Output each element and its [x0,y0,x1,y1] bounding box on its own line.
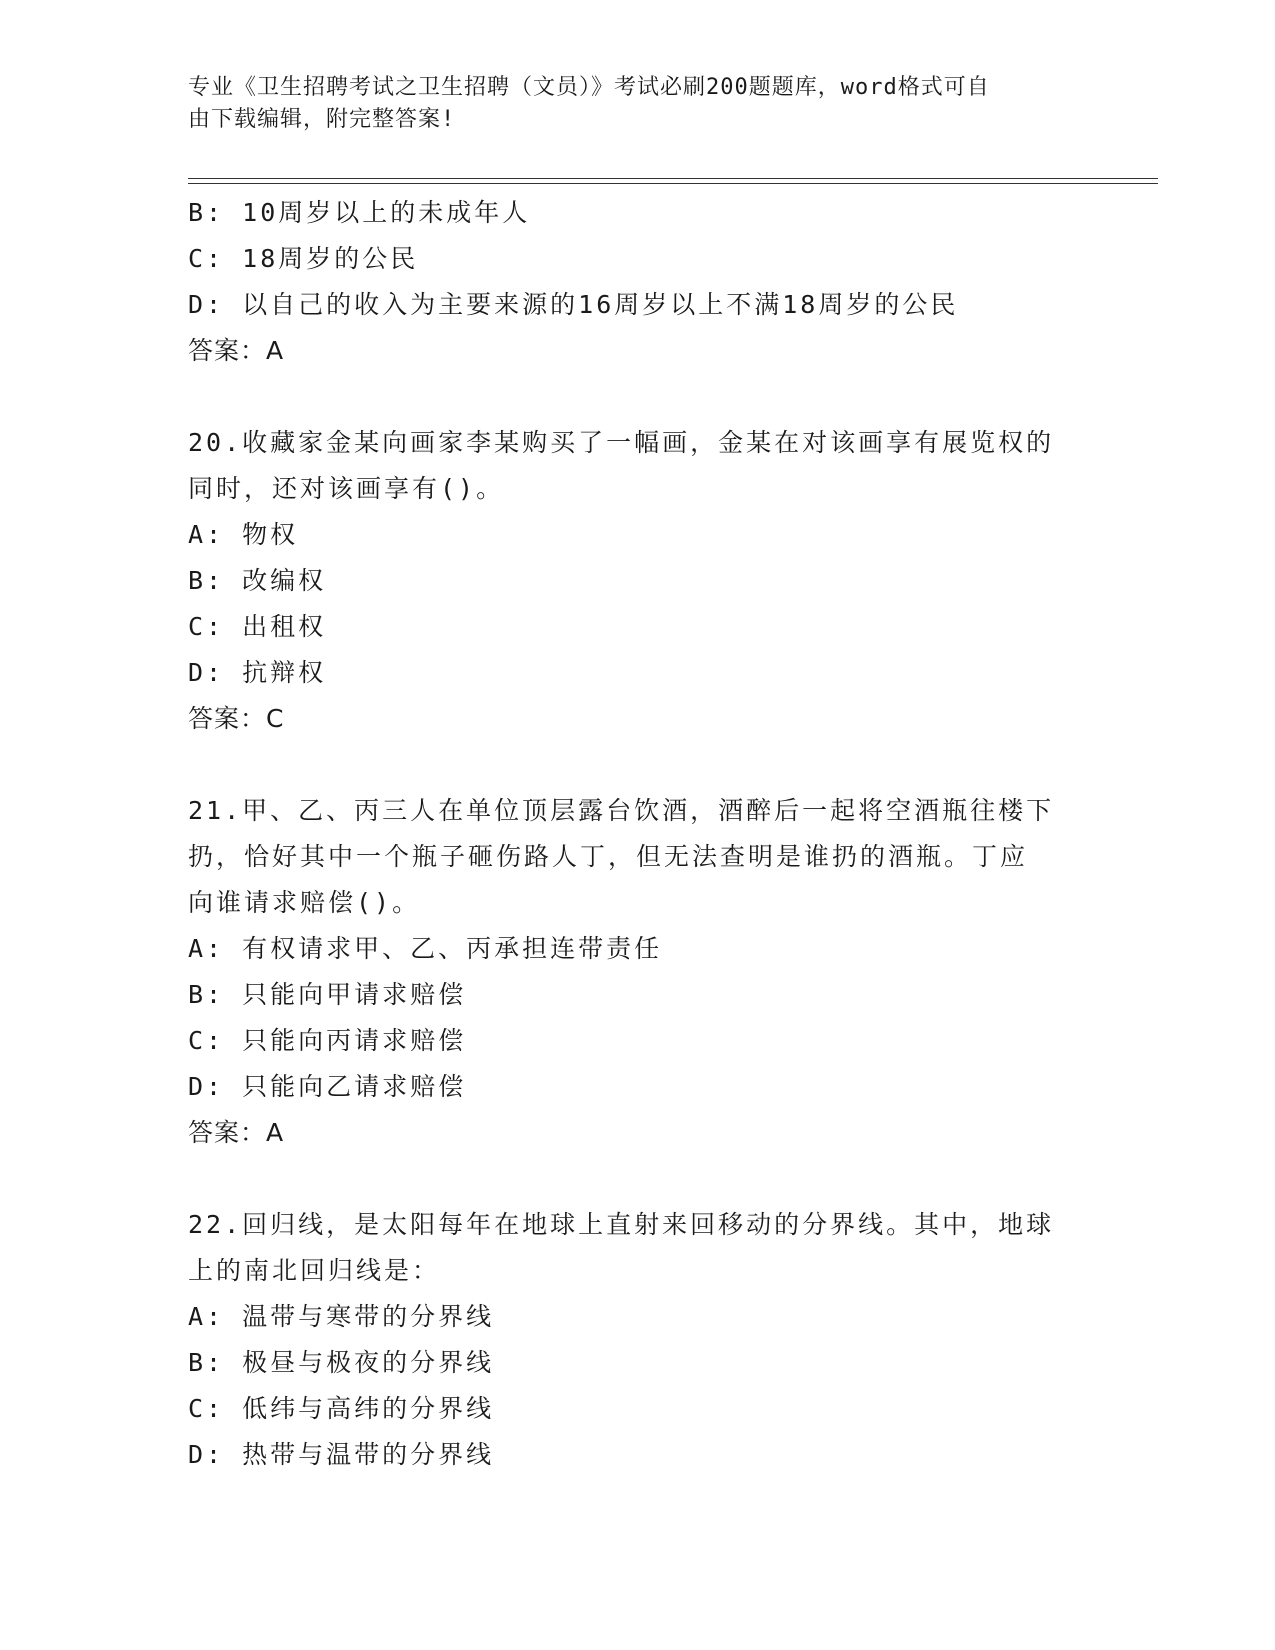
question-21-stem-line-3: 向谁请求赔偿()。 [188,888,421,917]
header-line-1: 专业《卫生招聘考试之卫生招聘（文员）》考试必刷200题题库，word格式可自 [188,75,990,100]
option-d: D: 只能向乙请求赔偿 [188,1072,467,1101]
option-a: A: 物权 [188,520,299,549]
header-rule-bottom [188,183,1158,184]
option-d: D: 抗辩权 [188,658,327,687]
question-content [188,190,1088,1478]
option-a: A: 温带与寒带的分界线 [188,1302,495,1331]
question-21-stem-line-2: 扔，恰好其中一个瓶子砸伤路人丁，但无法查明是谁扔的酒瓶。丁应 [188,842,1029,871]
option-d: D: 热带与温带的分界线 [188,1440,495,1469]
option-a: A: 有权请求甲、乙、丙承担连带责任 [188,934,663,963]
question-20-stem-line-1: 20.收藏家金某向画家李某购买了一幅画，金某在对该画享有展览权的 [188,428,1055,457]
option-c: C: 出租权 [188,612,327,641]
option-c: C: 18周岁的公民 [188,244,419,273]
option-b: B: 10周岁以上的未成年人 [188,198,531,227]
answer-line: 答案：C [188,704,285,733]
option-b: B: 极昼与极夜的分界线 [188,1348,495,1377]
question-21-stem-line-1: 21.甲、乙、丙三人在单位顶层露台饮酒，酒醉后一起将空酒瓶往楼下 [188,796,1055,825]
question-22-stem-line-1: 22.回归线，是太阳每年在地球上直射来回移动的分界线。其中，地球 [188,1210,1055,1239]
answer-line: 答案：A [188,336,285,365]
option-c: C: 低纬与高纬的分界线 [188,1394,495,1423]
header-rule-top [188,178,1158,179]
header-line-2: 由下载编辑，附完整答案! [188,107,456,132]
option-d: D: 以自己的收入为主要来源的16周岁以上不满18周岁的公民 [188,290,959,319]
option-c: C: 只能向丙请求赔偿 [188,1026,467,1055]
question-20-stem-line-2: 同时，还对该画享有()。 [188,474,505,503]
answer-line: 答案：A [188,1118,285,1147]
question-22-stem-line-2: 上的南北回归线是： [188,1256,441,1285]
document-header [188,72,1068,136]
option-b: B: 改编权 [188,566,327,595]
option-b: B: 只能向甲请求赔偿 [188,980,467,1009]
